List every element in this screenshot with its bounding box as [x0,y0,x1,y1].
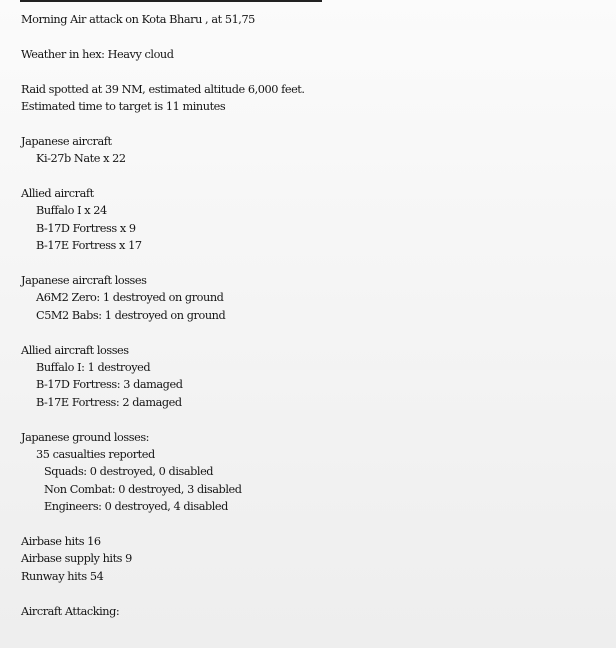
spacer [21,63,601,80]
ground-losses-title: Japanese ground losses: [21,430,150,444]
allied-aircraft-item: B-17E Fortress x 17 [36,239,142,253]
spacer [21,168,601,185]
allied-aircraft-item: B-17D Fortress x 9 [36,221,136,235]
combat-report [21,11,601,620]
spacer [21,324,601,341]
spacer [21,516,601,533]
japanese-losses-title: Japanese aircraft losses [21,274,147,288]
japanese-aircraft-item: Ki-27b Nate x 22 [36,152,126,166]
spacer [21,115,601,132]
ground-loss-item: Squads: 0 destroyed, 0 disabled [44,465,214,479]
spacer [21,255,601,272]
japanese-aircraft-title: Japanese aircraft [21,134,112,148]
allied-aircraft-item: Buffalo I x 24 [36,204,107,218]
spacer [21,28,601,45]
weather-line: Weather in hex: Heavy cloud [21,47,174,61]
allied-loss-item: B-17E Fortress: 2 damaged [36,395,182,409]
allied-losses-title: Allied aircraft losses [21,343,129,357]
allied-aircraft-title: Allied aircraft [21,187,94,200]
allied-loss-item: B-17D Fortress: 3 damaged [36,378,183,392]
top-divider [20,0,322,2]
japanese-loss-item: C5M2 Babs: 1 destroyed on ground [36,308,226,322]
ground-loss-item: Non Combat: 0 destroyed, 3 disabled [44,482,242,496]
aircraft-attacking-title: Aircraft Attacking: [21,604,120,618]
casualties-line: 35 casualties reported [36,448,155,462]
airbase-hits: Airbase hits 16 [21,535,101,549]
report-header: Morning Air attack on Kota Bharu , at 51,75 [21,13,255,26]
allied-loss-item: Buffalo I: 1 destroyed [36,361,151,375]
raid-eta-line: Estimated time to target is 11 minutes [21,100,226,113]
spacer [21,585,601,602]
runway-hits: Runway hits 54 [21,569,104,583]
airbase-supply-hits: Airbase supply hits 9 [21,552,132,566]
raid-spotted-line: Raid spotted at 39 NM, estimated altitude 6,000 feet. [21,82,305,96]
ground-loss-item: Engineers: 0 destroyed, 4 disabled [44,500,228,514]
japanese-loss-item: A6M2 Zero: 1 destroyed on ground [36,291,224,305]
spacer [21,411,601,428]
